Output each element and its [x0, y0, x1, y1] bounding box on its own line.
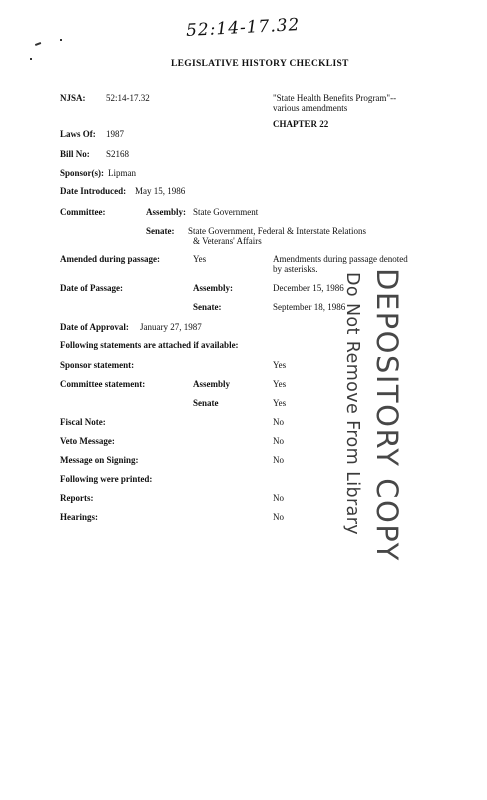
subject-line-2: various amendments [273, 103, 348, 113]
committee-statement-label: Committee statement: [60, 379, 146, 389]
following-attached-heading: Following statements are attached if available: [60, 340, 239, 350]
scan-mark [60, 39, 62, 41]
passage-senate-value: September 18, 1986 [273, 302, 346, 312]
sponsor-label: Sponsor(s): [60, 168, 105, 178]
scan-mark [30, 58, 32, 60]
committee-assembly-label: Assembly: [146, 207, 186, 217]
chapter: CHAPTER 22 [273, 119, 329, 129]
amended-note-1: Amendments during passage denoted [273, 254, 408, 264]
scan-mark [35, 42, 41, 45]
hearings-label: Hearings: [60, 512, 98, 522]
committee-senate-value-2: & Veterans' Affairs [193, 236, 262, 246]
amended-note-2: by asterisks. [273, 264, 318, 274]
veto-message-value: No [273, 436, 284, 446]
committee-statement-assembly-value: Yes [273, 379, 287, 389]
committee-senate-value-1: State Government, Federal & Interstate Relations [188, 226, 366, 236]
date-introduced-label: Date Introduced: [60, 186, 127, 196]
sponsor-value: Lipman [108, 168, 136, 178]
message-on-signing-label: Message on Signing: [60, 455, 139, 465]
sponsor-statement-label: Sponsor statement: [60, 360, 135, 370]
reports-value: No [273, 493, 284, 503]
do-not-remove-stamp: Do Not Remove From Library [342, 272, 362, 536]
committee-statement-senate-value: Yes [273, 398, 287, 408]
amended-label: Amended during passage: [60, 254, 161, 264]
approval-label: Date of Approval: [60, 322, 129, 332]
sponsor-statement-value: Yes [273, 360, 287, 370]
message-on-signing-value: No [273, 455, 284, 465]
bill-no-value: S2168 [106, 149, 130, 159]
veto-message-label: Veto Message: [60, 436, 115, 446]
fiscal-note-value: No [273, 417, 284, 427]
page-title: LEGISLATIVE HISTORY CHECKLIST [171, 59, 349, 69]
laws-of-label: Laws Of: [60, 129, 96, 139]
committee-label: Committee: [60, 207, 106, 217]
fiscal-note-label: Fiscal Note: [60, 417, 106, 427]
committee-senate-label: Senate: [146, 226, 175, 236]
passage-assembly-label: Assembly: [193, 283, 233, 293]
passage-label: Date of Passage: [60, 283, 123, 293]
njsa-value: 52:14-17.32 [106, 93, 150, 103]
subject-line-1: "State Health Benefits Program"-- [273, 93, 397, 103]
reports-label: Reports: [60, 493, 94, 503]
committee-statement-assembly-label: Assembly [193, 379, 231, 389]
committee-statement-senate-label: Senate [193, 398, 219, 408]
depository-copy-stamp: DEPOSITORY COPY [370, 268, 404, 562]
date-introduced-value: May 15, 1986 [135, 186, 186, 196]
passage-senate-label: Senate: [193, 302, 222, 312]
hearings-value: No [273, 512, 284, 522]
approval-value: January 27, 1987 [140, 322, 202, 332]
laws-of-value: 1987 [106, 129, 124, 139]
following-printed-heading: Following were printed: [60, 474, 153, 484]
passage-assembly-value: December 15, 1986 [273, 283, 344, 293]
bill-no-label: Bill No: [60, 149, 90, 159]
amended-value: Yes [193, 254, 207, 264]
njsa-label: NJSA: [60, 93, 86, 103]
committee-assembly-value: State Government [193, 207, 259, 217]
handwritten-number: 52:14-17.32 [185, 15, 301, 41]
